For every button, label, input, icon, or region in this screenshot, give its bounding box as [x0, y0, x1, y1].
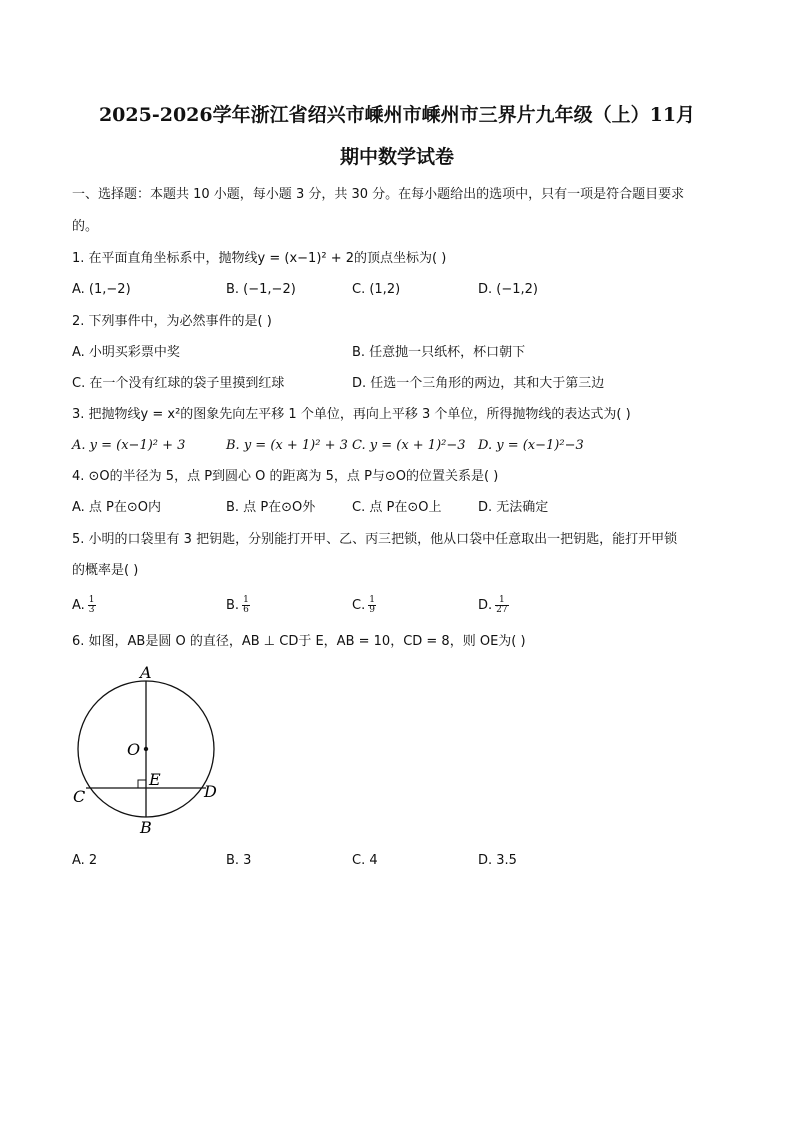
question-1-option-d: D. (−1,2)	[478, 282, 538, 297]
label-d: D	[204, 782, 217, 801]
label-c: C	[73, 787, 86, 806]
label-a: A	[140, 663, 152, 682]
right-angle-mark	[138, 780, 146, 788]
question-3-stem: 3. 把抛物线y = x²的图象先向左平移 1 个单位，再向上平移 3 个单位，所得抛物线的表达式为( )	[72, 407, 631, 422]
question-6-option-c: C. 4	[352, 853, 378, 868]
question-4-stem: 4. ⊙O的半径为 5，点 P到圆心 O 的距离为 5，点 P与⊙O的位置关系是( )	[72, 469, 499, 484]
question-1-option-c: C. (1,2)	[352, 282, 401, 297]
label-o: O	[127, 740, 141, 759]
fraction	[242, 596, 250, 615]
circle-diagram-svg	[68, 660, 238, 840]
question-6-option-b: B. 3	[226, 853, 252, 868]
question-5-stem-line-2: 的概率是( )	[72, 563, 139, 578]
fraction	[88, 596, 96, 615]
question-6-option-d: D. 3.5	[478, 853, 517, 868]
question-3-option-c: C. y = (x + 1)²−3	[352, 438, 466, 453]
fraction-denominator: 9	[369, 605, 375, 615]
question-3-option-a: A. y = (x−1)² + 3	[72, 438, 186, 453]
option-letter: B.	[226, 598, 240, 613]
section-instructions-line-2: 的。	[72, 219, 99, 234]
page-title-line-2: 期中数学试卷	[339, 146, 454, 168]
question-5-option-d	[478, 596, 509, 615]
question-2-option-d: D. 任选一个三角形的两边，其和大于第三边	[352, 376, 605, 391]
question-4-option-a: A. 点 P在⊙O内	[72, 500, 162, 515]
question-4-option-d: D. 无法确定	[478, 500, 549, 515]
label-b: B	[140, 818, 152, 837]
fraction-numerator: 1	[243, 595, 249, 605]
fraction-denominator: 27	[496, 605, 508, 615]
option-letter: A.	[72, 598, 85, 613]
center-point-o	[144, 747, 148, 751]
question-3-option-d: D. y = (x−1)²−3	[478, 438, 584, 453]
fraction-numerator: 1	[495, 596, 508, 606]
question-5-stem-line-1: 5. 小明的口袋里有 3 把钥匙，分别能打开甲、乙、丙三把锁，他从口袋中任意取出一把钥匙，能打开甲锁	[72, 532, 678, 547]
fraction	[495, 596, 508, 615]
question-5-option-c	[352, 596, 376, 615]
question-1-option-b: B. (−1,−2)	[226, 282, 296, 297]
question-4-option-b: B. 点 P在⊙O外	[226, 500, 316, 515]
question-2-option-c: C. 在一个没有红球的袋子里摸到红球	[72, 376, 285, 391]
label-e: E	[149, 770, 161, 789]
option-letter: C.	[352, 598, 366, 613]
fraction-denominator: 6	[243, 605, 249, 615]
option-letter: D.	[478, 598, 493, 613]
fraction	[368, 596, 376, 615]
page-title-line-1: 2025-2026学年浙江省绍兴市嵊州市嵊州市三界片九年级（上）11月	[98, 104, 696, 126]
question-2-option-a: A. 小明买彩票中奖	[72, 345, 180, 360]
question-6-option-a: A. 2	[72, 853, 98, 868]
question-3-option-b: B. y = (x + 1)² + 3	[226, 438, 348, 453]
question-5-option-a	[72, 596, 96, 615]
section-instructions-line-1: 一、选择题：本题共 10 小题，每小题 3 分，共 30 分。在每小题给出的选项中，只有一项是符合题目要求	[72, 187, 685, 202]
question-6-stem: 6. 如图，AB是圆 O 的直径，AB ⊥ CD于 E，AB = 10，CD = 8，则 OE为( )	[72, 634, 526, 649]
question-1-option-a: A. (1,−2)	[72, 282, 131, 297]
circle-diagram	[68, 660, 238, 840]
question-4-option-c: C. 点 P在⊙O上	[352, 500, 442, 515]
question-1-stem: 1. 在平面直角坐标系中，抛物线y = (x−1)² + 2的顶点坐标为( )	[72, 251, 447, 266]
question-5-option-b	[226, 596, 250, 615]
fraction-denominator: 3	[88, 605, 95, 615]
fraction-numerator: 1	[369, 595, 375, 605]
fraction-numerator: 1	[88, 595, 95, 605]
question-2-option-b: B. 任意抛一只纸杯，杯口朝下	[352, 345, 526, 360]
question-2-stem: 2. 下列事件中，为必然事件的是( )	[72, 314, 272, 329]
